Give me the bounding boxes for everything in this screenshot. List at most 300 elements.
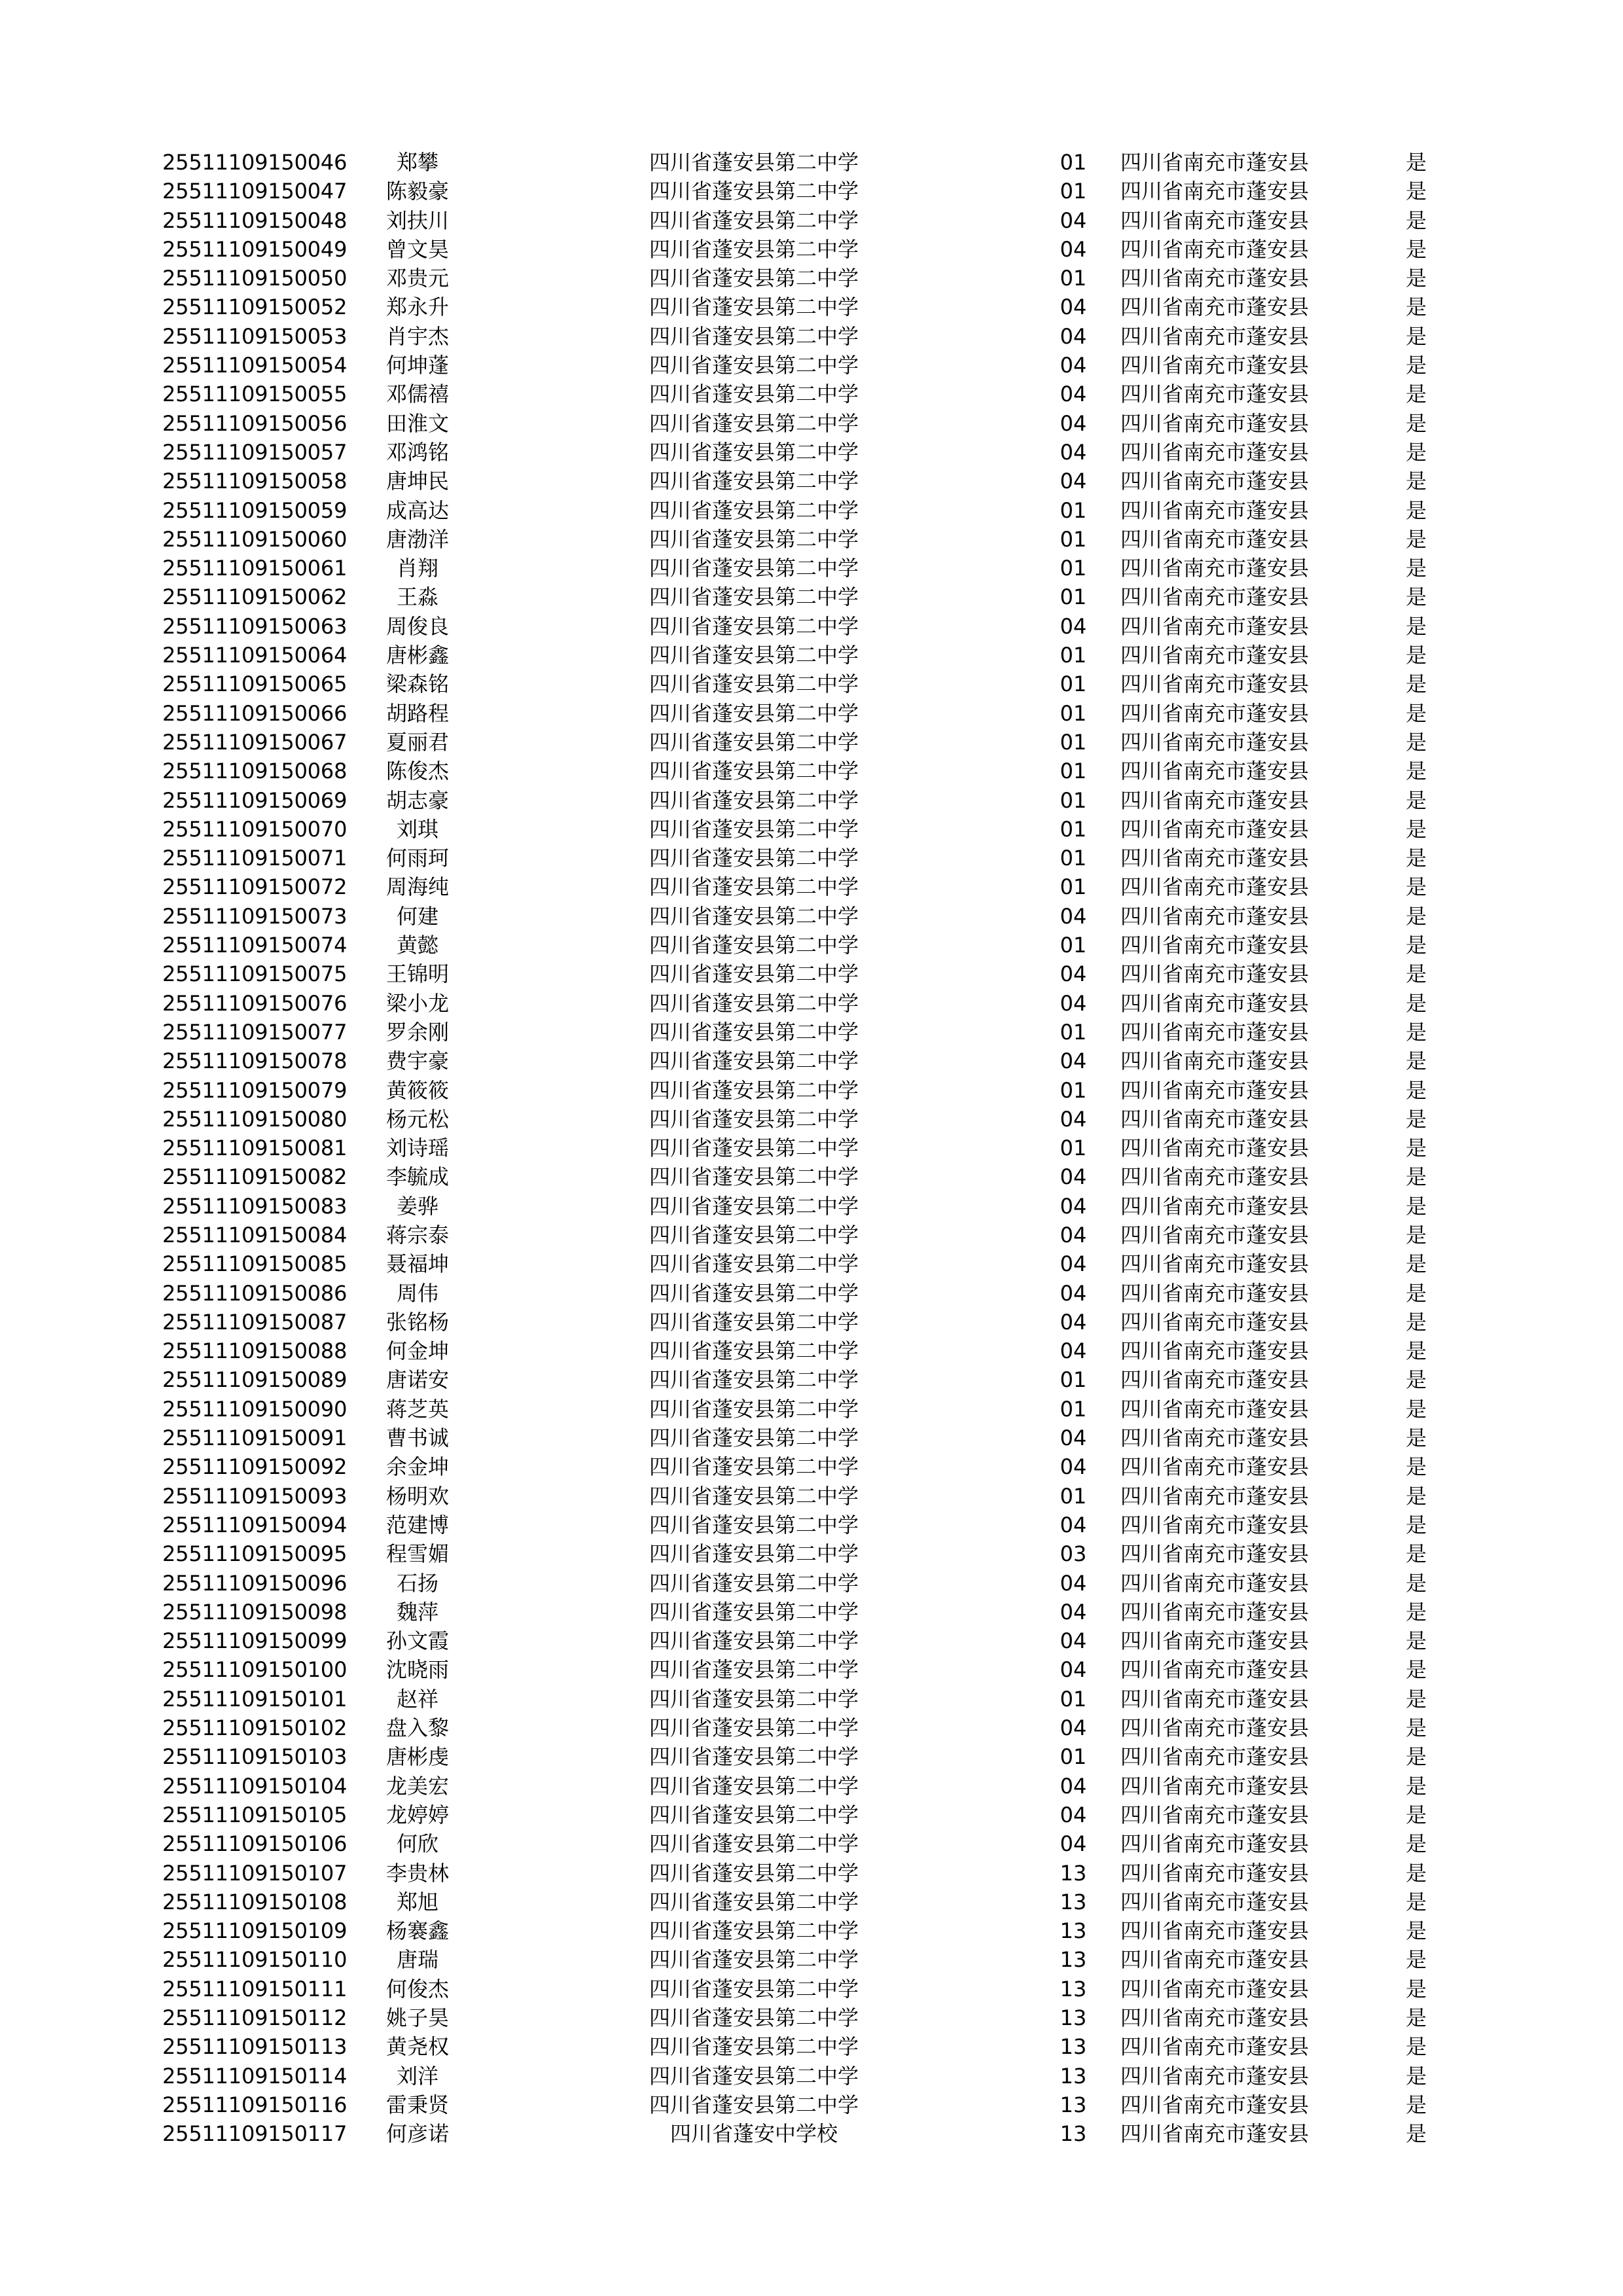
category-code-cell: 04 [1060,1715,1087,1741]
region-cell: 四川省南充市蓬安县 [1120,1106,1310,1132]
category-code-cell: 01 [1060,526,1087,552]
status-flag-cell: 是 [1405,295,1427,320]
school-name-cell: 四川省蓬安县第二中学 [649,759,859,784]
status-flag-cell: 是 [1405,1976,1427,2001]
status-flag-cell: 是 [1405,179,1427,204]
region-cell: 四川省南充市蓬安县 [1120,1744,1310,1770]
category-code-cell: 04 [1060,961,1087,987]
school-name-cell: 四川省蓬安县第二中学 [649,1657,859,1683]
status-flag-cell: 是 [1405,556,1427,581]
table-row [0,525,1623,554]
table-row [0,1336,1623,1365]
student-name-cell: 沈晓雨 [385,1657,449,1683]
status-flag-cell: 是 [1405,1164,1427,1190]
status-flag-cell: 是 [1405,1512,1427,1537]
region-cell: 四川省南充市蓬安县 [1120,1686,1310,1712]
student-name-cell: 张铭杨 [385,1309,449,1335]
exam-number-cell: 25511109150069 [162,787,348,813]
student-name-cell: 黄筱筱 [385,1077,449,1103]
category-code-cell: 01 [1060,497,1087,523]
table-row [0,264,1623,293]
status-flag-cell: 是 [1405,497,1427,523]
exam-number-cell: 25511109150102 [162,1715,348,1741]
school-name-cell: 四川省蓬安县第二中学 [649,933,859,958]
category-code-cell: 01 [1060,643,1087,668]
exam-number-cell: 25511109150048 [162,207,348,233]
status-flag-cell: 是 [1405,1019,1427,1045]
student-name-cell: 何欣 [396,1831,438,1857]
category-code-cell: 04 [1060,903,1087,929]
category-code-cell: 13 [1060,1918,1087,1944]
school-name-cell: 四川省蓬安县第二中学 [649,295,859,320]
status-flag-cell: 是 [1405,1889,1427,1914]
category-code-cell: 01 [1060,846,1087,871]
status-flag-cell: 是 [1405,903,1427,929]
table-row [0,554,1623,583]
category-code-cell: 04 [1060,1831,1087,1857]
status-flag-cell: 是 [1405,150,1427,175]
status-flag-cell: 是 [1405,729,1427,755]
school-name-cell: 四川省蓬安县第二中学 [649,1773,859,1799]
exam-number-cell: 25511109150067 [162,729,348,755]
status-flag-cell: 是 [1405,613,1427,639]
region-cell: 四川省南充市蓬安县 [1120,2005,1310,2030]
category-code-cell: 01 [1060,1396,1087,1422]
school-name-cell: 四川省蓬安县第二中学 [649,2005,859,2030]
exam-number-cell: 25511109150107 [162,1860,348,1886]
region-cell: 四川省南充市蓬安县 [1120,1947,1310,1973]
table-row [0,1249,1623,1278]
table-row [0,438,1623,467]
school-name-cell: 四川省蓬安县第二中学 [649,410,859,436]
student-name-cell: 夏丽君 [385,729,449,755]
exam-number-cell: 25511109150108 [162,1889,348,1914]
region-cell: 四川省南充市蓬安县 [1120,643,1310,668]
exam-number-cell: 25511109150111 [162,1976,348,2001]
school-name-cell: 四川省蓬安县第二中学 [649,643,859,668]
status-flag-cell: 是 [1405,2034,1427,2060]
school-name-cell: 四川省蓬安县第二中学 [649,2034,859,2060]
category-code-cell: 04 [1060,1309,1087,1335]
category-code-cell: 04 [1060,1570,1087,1596]
exam-number-cell: 25511109150076 [162,990,348,1016]
region-cell: 四川省南充市蓬安县 [1120,323,1310,349]
exam-number-cell: 25511109150046 [162,150,348,175]
student-name-cell: 何彦诺 [385,2121,449,2147]
table-row [0,931,1623,960]
region-cell: 四川省南充市蓬安县 [1120,2092,1310,2117]
table-row [0,1047,1623,1075]
student-name-cell: 刘洋 [396,2063,438,2089]
status-flag-cell: 是 [1405,1715,1427,1741]
region-cell: 四川省南充市蓬安县 [1120,2063,1310,2089]
category-code-cell: 01 [1060,1136,1087,1161]
exam-number-cell: 25511109150047 [162,179,348,204]
student-name-cell: 程雪媚 [385,1541,449,1567]
student-name-cell: 邓儒禧 [385,382,449,407]
region-cell: 四川省南充市蓬安县 [1120,497,1310,523]
status-flag-cell: 是 [1405,1338,1427,1364]
school-name-cell: 四川省蓬安县第二中学 [649,672,859,697]
student-name-cell: 何坤蓬 [385,353,449,378]
status-flag-cell: 是 [1405,2121,1427,2147]
status-flag-cell: 是 [1405,1077,1427,1103]
exam-number-cell: 25511109150078 [162,1049,348,1074]
category-code-cell: 01 [1060,933,1087,958]
student-name-cell: 陈俊杰 [385,759,449,784]
region-cell: 四川省南充市蓬安县 [1120,787,1310,813]
status-flag-cell: 是 [1405,1570,1427,1596]
school-name-cell: 四川省蓬安县第二中学 [649,1686,859,1712]
student-name-cell: 梁森铭 [385,672,449,697]
status-flag-cell: 是 [1405,439,1427,465]
exam-number-cell: 25511109150090 [162,1396,348,1422]
table-row [0,1424,1623,1452]
student-name-cell: 李贵林 [385,1860,449,1886]
status-flag-cell: 是 [1405,816,1427,842]
student-name-cell: 杨明欢 [385,1483,449,1509]
status-flag-cell: 是 [1405,1599,1427,1624]
status-flag-cell: 是 [1405,526,1427,552]
category-code-cell: 04 [1060,1049,1087,1074]
exam-number-cell: 25511109150087 [162,1309,348,1335]
status-flag-cell: 是 [1405,1280,1427,1306]
exam-number-cell: 25511109150083 [162,1193,348,1219]
table-row [0,1308,1623,1336]
exam-number-cell: 25511109150116 [162,2092,348,2117]
school-name-cell: 四川省蓬安县第二中学 [649,469,859,494]
category-code-cell: 04 [1060,1426,1087,1451]
student-name-cell: 唐诺安 [385,1367,449,1393]
region-cell: 四川省南充市蓬安县 [1120,382,1310,407]
exam-number-cell: 25511109150117 [162,2121,348,2147]
table-row [0,1018,1623,1047]
table-row [0,1511,1623,1539]
exam-number-cell: 25511109150103 [162,1744,348,1770]
school-name-cell: 四川省蓬安县第二中学 [649,1251,859,1277]
student-name-cell: 唐彬虔 [385,1744,449,1770]
school-name-cell: 四川省蓬安县第二中学 [649,1483,859,1509]
region-cell: 四川省南充市蓬安县 [1120,1889,1310,1914]
status-flag-cell: 是 [1405,1309,1427,1335]
school-name-cell: 四川省蓬安县第二中学 [649,1049,859,1074]
student-name-cell: 黄尧权 [385,2034,449,2060]
school-name-cell: 四川省蓬安县第二中学 [649,179,859,204]
student-name-cell: 唐瑞 [396,1947,438,1973]
student-name-cell: 周海纯 [385,874,449,900]
region-cell: 四川省南充市蓬安县 [1120,410,1310,436]
student-name-cell: 罗余刚 [385,1019,449,1045]
student-name-cell: 王锦明 [385,961,449,987]
status-flag-cell: 是 [1405,1773,1427,1799]
region-cell: 四川省南充市蓬安县 [1120,1976,1310,2001]
region-cell: 四川省南充市蓬安县 [1120,1077,1310,1103]
status-flag-cell: 是 [1405,1657,1427,1683]
school-name-cell: 四川省蓬安县第二中学 [649,1570,859,1596]
category-code-cell: 01 [1060,816,1087,842]
category-code-cell: 13 [1060,2034,1087,2060]
region-cell: 四川省南充市蓬安县 [1120,1426,1310,1451]
region-cell: 四川省南充市蓬安县 [1120,816,1310,842]
region-cell: 四川省南充市蓬安县 [1120,933,1310,958]
table-row [0,1598,1623,1626]
region-cell: 四川省南充市蓬安县 [1120,729,1310,755]
exam-number-cell: 25511109150053 [162,323,348,349]
exam-number-cell: 25511109150062 [162,584,348,610]
exam-number-cell: 25511109150072 [162,874,348,900]
school-name-cell: 四川省蓬安县第二中学 [649,1976,859,2001]
exam-number-cell: 25511109150077 [162,1019,348,1045]
region-cell: 四川省南充市蓬安县 [1120,1773,1310,1799]
student-name-cell: 曾文昊 [385,236,449,262]
table-row [0,844,1623,872]
table-row [0,1134,1623,1162]
school-name-cell: 四川省蓬安县第二中学 [649,382,859,407]
student-name-cell: 费宇豪 [385,1049,449,1074]
region-cell: 四川省南充市蓬安县 [1120,1831,1310,1857]
region-cell: 四川省南充市蓬安县 [1120,846,1310,871]
table-row [0,148,1623,177]
school-name-cell: 四川省蓬安县第二中学 [649,497,859,523]
student-name-cell: 聂福坤 [385,1251,449,1277]
school-name-cell: 四川省蓬安县第二中学 [649,903,859,929]
school-name-cell: 四川省蓬安县第二中学 [649,207,859,233]
student-name-cell: 余金坤 [385,1454,449,1480]
category-code-cell: 04 [1060,1802,1087,1827]
region-cell: 四川省南充市蓬安县 [1120,179,1310,204]
table-row [0,786,1623,815]
category-code-cell: 01 [1060,787,1087,813]
student-name-cell: 郑旭 [396,1889,438,1914]
category-code-cell: 04 [1060,1512,1087,1537]
table-row [0,2003,1623,2032]
category-code-cell: 01 [1060,874,1087,900]
table-row [0,1975,1623,2003]
status-flag-cell: 是 [1405,2092,1427,2117]
student-name-cell: 成高达 [385,497,449,523]
exam-number-cell: 25511109150098 [162,1599,348,1624]
category-code-cell: 04 [1060,1657,1087,1683]
school-name-cell: 四川省蓬安县第二中学 [649,1019,859,1045]
student-name-cell: 邓贵元 [385,266,449,291]
school-name-cell: 四川省蓬安县第二中学 [649,1193,859,1219]
school-name-cell: 四川省蓬安县第二中学 [649,1309,859,1335]
category-code-cell: 01 [1060,759,1087,784]
table-row [0,1076,1623,1105]
status-flag-cell: 是 [1405,874,1427,900]
region-cell: 四川省南充市蓬安县 [1120,469,1310,494]
student-name-cell: 魏萍 [396,1599,438,1624]
status-flag-cell: 是 [1405,1860,1427,1886]
category-code-cell: 04 [1060,236,1087,262]
exam-number-cell: 25511109150092 [162,1454,348,1480]
exam-number-cell: 25511109150080 [162,1106,348,1132]
exam-number-cell: 25511109150059 [162,497,348,523]
exam-number-cell: 25511109150071 [162,846,348,871]
category-code-cell: 04 [1060,1454,1087,1480]
category-code-cell: 01 [1060,150,1087,175]
table-row [0,612,1623,641]
school-name-cell: 四川省蓬安县第二中学 [649,1338,859,1364]
status-flag-cell: 是 [1405,1744,1427,1770]
category-code-cell: 04 [1060,1106,1087,1132]
region-cell: 四川省南充市蓬安县 [1120,1483,1310,1509]
student-name-cell: 盘入黎 [385,1715,449,1741]
region-cell: 四川省南充市蓬安县 [1120,150,1310,175]
category-code-cell: 01 [1060,1077,1087,1103]
category-code-cell: 04 [1060,1251,1087,1277]
status-flag-cell: 是 [1405,1367,1427,1393]
region-cell: 四川省南充市蓬安县 [1120,1136,1310,1161]
status-flag-cell: 是 [1405,382,1427,407]
status-flag-cell: 是 [1405,1686,1427,1712]
student-name-cell: 蒋宗泰 [385,1222,449,1247]
exam-number-cell: 25511109150105 [162,1802,348,1827]
exam-number-cell: 25511109150063 [162,613,348,639]
exam-number-cell: 25511109150101 [162,1686,348,1712]
school-name-cell: 四川省蓬安县第二中学 [649,1136,859,1161]
region-cell: 四川省南充市蓬安县 [1120,1367,1310,1393]
school-name-cell: 四川省蓬安县第二中学 [649,787,859,813]
school-name-cell: 四川省蓬安县第二中学 [649,700,859,726]
table-row [0,728,1623,757]
status-flag-cell: 是 [1405,759,1427,784]
exam-number-cell: 25511109150073 [162,903,348,929]
region-cell: 四川省南充市蓬安县 [1120,1570,1310,1596]
region-cell: 四川省南充市蓬安县 [1120,613,1310,639]
category-code-cell: 13 [1060,2121,1087,2147]
exam-number-cell: 25511109150049 [162,236,348,262]
exam-number-cell: 25511109150089 [162,1367,348,1393]
table-row [0,757,1623,785]
category-code-cell: 04 [1060,410,1087,436]
region-cell: 四川省南充市蓬安县 [1120,1541,1310,1567]
category-code-cell: 04 [1060,353,1087,378]
table-row [0,467,1623,495]
exam-number-cell: 25511109150056 [162,410,348,436]
student-name-cell: 蒋芝英 [385,1396,449,1422]
exam-number-cell: 25511109150091 [162,1426,348,1451]
school-name-cell: 四川省蓬安县第二中学 [649,323,859,349]
region-cell: 四川省南充市蓬安县 [1120,700,1310,726]
status-flag-cell: 是 [1405,266,1427,291]
school-name-cell: 四川省蓬安县第二中学 [649,846,859,871]
student-name-cell: 龙美宏 [385,1773,449,1799]
student-name-cell: 杨褰鑫 [385,1918,449,1944]
status-flag-cell: 是 [1405,1802,1427,1827]
category-code-cell: 01 [1060,1367,1087,1393]
table-row [0,1829,1623,1858]
table-row [0,1105,1623,1134]
school-name-cell: 四川省蓬安县第二中学 [649,729,859,755]
region-cell: 四川省南充市蓬安县 [1120,295,1310,320]
school-name-cell: 四川省蓬安县第二中学 [649,1860,859,1886]
student-name-cell: 石扬 [396,1570,438,1596]
exam-number-cell: 25511109150084 [162,1222,348,1247]
exam-number-cell: 25511109150099 [162,1628,348,1654]
status-flag-cell: 是 [1405,1136,1427,1161]
exam-number-cell: 25511109150112 [162,2005,348,2030]
category-code-cell: 13 [1060,1947,1087,1973]
school-name-cell: 四川省蓬安县第二中学 [649,990,859,1016]
school-name-cell: 四川省蓬安县第二中学 [649,1426,859,1451]
region-cell: 四川省南充市蓬安县 [1120,1512,1310,1537]
exam-number-cell: 25511109150113 [162,2034,348,2060]
exam-number-cell: 25511109150093 [162,1483,348,1509]
status-flag-cell: 是 [1405,1483,1427,1509]
status-flag-cell: 是 [1405,1049,1427,1074]
student-name-cell: 孙文霞 [385,1628,449,1654]
table-row [0,1539,1623,1568]
table-row [0,583,1623,611]
exam-number-cell: 25511109150065 [162,672,348,697]
status-flag-cell: 是 [1405,410,1427,436]
student-name-cell: 胡志豪 [385,787,449,813]
exam-number-cell: 25511109150088 [162,1338,348,1364]
exam-number-cell: 25511109150100 [162,1657,348,1683]
table-row [0,1685,1623,1713]
region-cell: 四川省南充市蓬安县 [1120,1164,1310,1190]
table-row [0,670,1623,698]
exam-number-cell: 25511109150054 [162,353,348,378]
category-code-cell: 04 [1060,1628,1087,1654]
region-cell: 四川省南充市蓬安县 [1120,1309,1310,1335]
status-flag-cell: 是 [1405,1193,1427,1219]
category-code-cell: 13 [1060,2005,1087,2030]
table-row [0,1482,1623,1511]
region-cell: 四川省南充市蓬安县 [1120,2121,1310,2147]
school-name-cell: 四川省蓬安县第二中学 [649,150,859,175]
student-name-cell: 何金坤 [385,1338,449,1364]
status-flag-cell: 是 [1405,700,1427,726]
school-name-cell: 四川省蓬安县第二中学 [649,874,859,900]
school-name-cell: 四川省蓬安县第二中学 [649,353,859,378]
student-name-cell: 黄懿 [396,933,438,958]
student-name-cell: 杨元松 [385,1106,449,1132]
table-row [0,1801,1623,1829]
school-name-cell: 四川省蓬安县第二中学 [649,1222,859,1247]
category-code-cell: 01 [1060,266,1087,291]
category-code-cell: 04 [1060,990,1087,1016]
school-name-cell: 四川省蓬安县第二中学 [649,2092,859,2117]
table-row [0,177,1623,206]
status-flag-cell: 是 [1405,1541,1427,1567]
region-cell: 四川省南充市蓬安县 [1120,1049,1310,1074]
region-cell: 四川省南充市蓬安县 [1120,961,1310,987]
status-flag-cell: 是 [1405,643,1427,668]
exam-number-cell: 25511109150068 [162,759,348,784]
table-row [0,1772,1623,1801]
exam-number-cell: 25511109150081 [162,1136,348,1161]
student-name-cell: 刘诗瑶 [385,1136,449,1161]
category-code-cell: 03 [1060,1541,1087,1567]
status-flag-cell: 是 [1405,2005,1427,2030]
student-name-cell: 龙婷婷 [385,1802,449,1827]
student-name-cell: 肖宇杰 [385,323,449,349]
status-flag-cell: 是 [1405,787,1427,813]
region-cell: 四川省南充市蓬安县 [1120,1454,1310,1480]
school-name-cell: 四川省蓬安县第二中学 [649,1367,859,1393]
student-name-cell: 曹书诚 [385,1426,449,1451]
region-cell: 四川省南充市蓬安县 [1120,1802,1310,1827]
category-code-cell: 04 [1060,323,1087,349]
region-cell: 四川省南充市蓬安县 [1120,526,1310,552]
table-row [0,1569,1623,1598]
category-code-cell: 04 [1060,207,1087,233]
region-cell: 四川省南充市蓬安县 [1120,990,1310,1016]
region-cell: 四川省南充市蓬安县 [1120,672,1310,697]
category-code-cell: 04 [1060,1193,1087,1219]
